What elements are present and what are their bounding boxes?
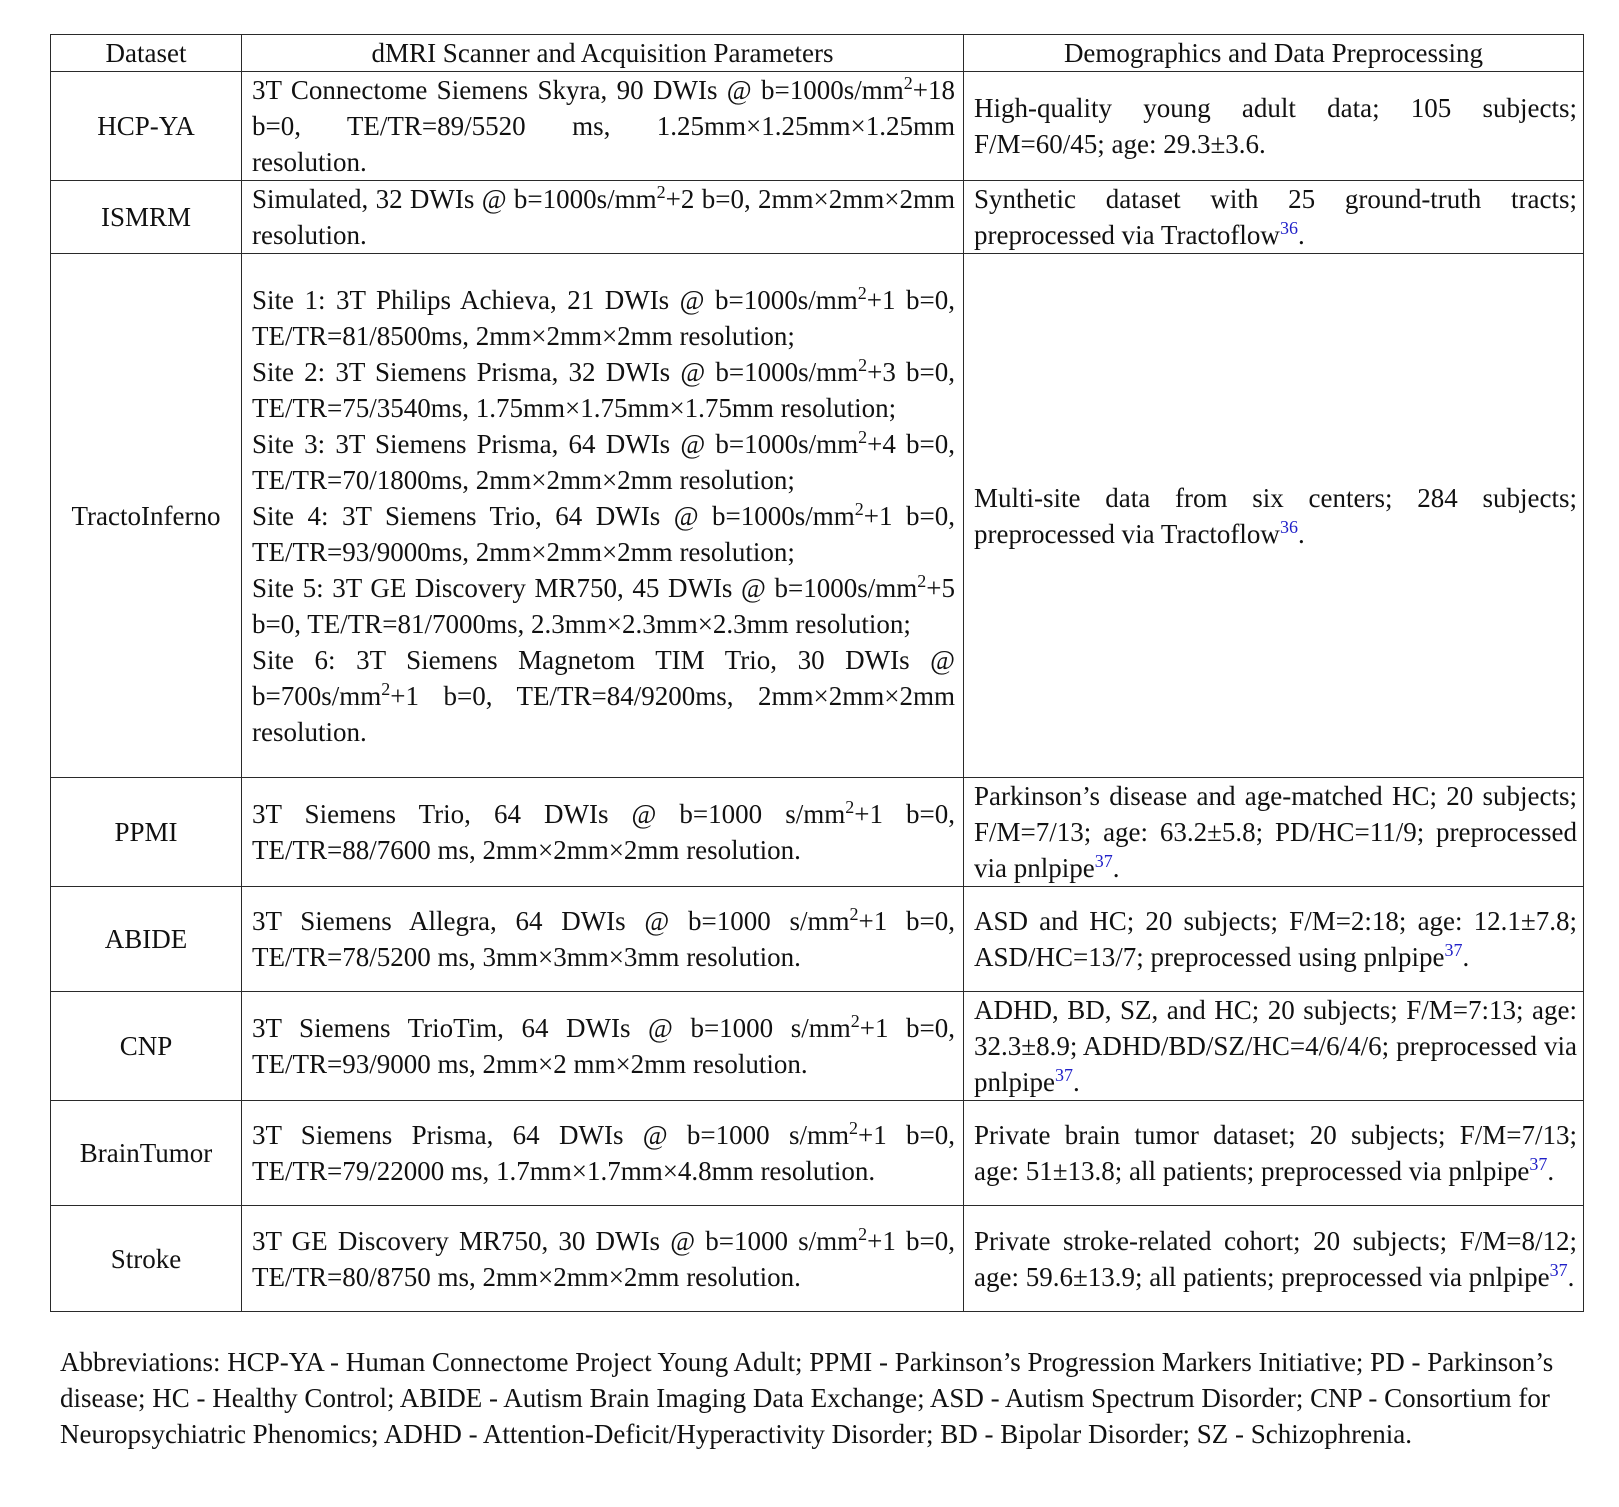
acquisition-text: +18 b=0, TE/TR=89/5520 ms, 1.25mm×1.25mm×1.25mm resolution.	[252, 75, 955, 177]
acquisition-text: 3T GE Discovery MR750, 30 DWIs @ b=1000 s/mm	[252, 1225, 859, 1256]
acquisition-text: 3T Siemens Prisma, 64 DWIs @ b=1000 s/mm	[252, 1120, 849, 1150]
demographics-cell	[964, 778, 1584, 887]
dataset-name-cell: TractoInferno	[51, 254, 242, 778]
unit-exponent: 2	[381, 678, 391, 699]
acquisition-text: +1 b=0, TE/TR=93/9000 ms, 2mm×2 mm×2mm resolution.	[252, 1013, 955, 1079]
dataset-name-cell: ABIDE	[51, 887, 242, 992]
demographics-text: Private brain tumor dataset; 20 subjects; F/M=7/13; age: 51±13.8; all patients; preprocessed via pnlpipe	[974, 1120, 1577, 1186]
acquisition-text: Site 3: 3T Siemens Prisma, 64 DWIs @ b=1000s/mm	[252, 428, 859, 459]
trailing-punctuation: .	[1547, 1156, 1555, 1186]
demographics-cell	[964, 887, 1584, 992]
citation-link[interactable]: 37	[1094, 851, 1113, 871]
acquisition-text: Site 6: 3T Siemens Magnetom TIM Trio, 30 DWIs @ b=700s/mm	[252, 644, 955, 711]
table-row	[51, 992, 1584, 1101]
unit-exponent: 2	[917, 570, 927, 591]
acquisition-entry	[252, 903, 955, 975]
table-row	[51, 181, 1584, 254]
acquisition-cell	[242, 254, 964, 778]
demographics-cell	[964, 1101, 1584, 1206]
acquisition-cell	[242, 887, 964, 992]
trailing-punctuation: .	[1297, 220, 1305, 250]
dataset-table	[50, 34, 1584, 1312]
citation-link[interactable]: 37	[1549, 1259, 1568, 1280]
table-row	[51, 887, 1584, 992]
acquisition-text: +1 b=0, TE/TR=84/9200ms, 2mm×2mm×2mm resolution.	[252, 680, 955, 747]
acquisition-text: +5 b=0, TE/TR=81/7000ms, 2.3mm×2.3mm×2.3mm resolution;	[252, 572, 955, 639]
acquisition-cell	[242, 1101, 964, 1206]
acquisition-text: Site 5: 3T GE Discovery MR750, 45 DWIs @ b=1000s/mm	[252, 572, 918, 603]
header-dataset: Dataset	[51, 35, 242, 72]
demographics-cell	[964, 254, 1584, 778]
trailing-punctuation: .	[1073, 1067, 1080, 1097]
acquisition-text: +2 b=0, 2mm×2mm×2mm resolution.	[252, 184, 956, 250]
unit-exponent: 2	[850, 1011, 860, 1031]
unit-exponent: 2	[845, 797, 855, 817]
acquisition-entry	[252, 426, 955, 498]
acquisition-entry	[252, 796, 955, 868]
acquisition-text: 3T Siemens Allegra, 64 DWIs @ b=1000 s/mm	[252, 906, 850, 936]
acquisition-text: Site 1: 3T Philips Achieva, 21 DWIs @ b=1000s/mm	[252, 284, 858, 315]
acquisition-text: 3T Siemens Trio, 64 DWIs @ b=1000 s/mm	[252, 799, 846, 829]
demographics-text: Private stroke-related cohort; 20 subjects; F/M=8/12; age: 59.6±13.9; all patients; preprocessed via pnlpipe	[974, 1225, 1577, 1292]
trailing-punctuation: .	[1462, 942, 1470, 972]
table-row	[51, 1206, 1584, 1312]
table-body	[51, 72, 1584, 1312]
demographics-cell	[964, 1206, 1584, 1312]
acquisition-cell	[242, 72, 964, 181]
demographics-text: High-quality young adult data; 105 subjects; F/M=60/45; age: 29.3±3.6.	[974, 93, 1577, 159]
demographics-text: ADHD, BD, SZ, and HC; 20 subjects; F/M=7:13; age: 32.3±8.9; ADHD/BD/SZ/HC=4/6/4/6; preprocessed via pnlpipe	[974, 995, 1577, 1097]
acquisition-text: Site 4: 3T Siemens Trio, 64 DWIs @ b=1000s/mm	[252, 500, 855, 531]
acquisition-text: +1 b=0, TE/TR=78/5200 ms, 3mm×3mm×3mm resolution.	[252, 906, 955, 972]
demographics-text: ASD and HC; 20 subjects; F/M=2:18; age: 12.1±7.8; ASD/HC=13/7; preprocessed using pnlpipe	[974, 906, 1577, 972]
demographics-text: Parkinson’s disease and age-matched HC; 20 subjects; F/M=7/13; age: 63.2±5.8; PD/HC=11/9; preprocessed via pnlpipe	[974, 781, 1577, 883]
unit-exponent: 2	[903, 73, 913, 93]
citation-link[interactable]: 36	[1279, 218, 1298, 238]
acquisition-text: +1 b=0, TE/TR=88/7600 ms, 2mm×2mm×2mm resolution.	[252, 799, 955, 865]
acquisition-entry	[252, 1223, 955, 1295]
demographics-cell	[964, 992, 1584, 1101]
citation-link[interactable]: 37	[1055, 1065, 1073, 1085]
acquisition-entry	[252, 181, 955, 253]
citation-link[interactable]: 37	[1444, 940, 1463, 960]
dataset-name-cell: ISMRM	[51, 181, 242, 254]
acquisition-text: +4 b=0, TE/TR=70/1800ms, 2mm×2mm×2mm resolution;	[252, 428, 955, 495]
acquisition-text: Simulated, 32 DWIs @ b=1000s/mm	[252, 184, 657, 214]
dataset-name-cell: BrainTumor	[51, 1101, 242, 1206]
demographics-text: Multi-site data from six centers; 284 subjects; preprocessed via Tractoflow	[974, 482, 1577, 549]
acquisition-entry	[252, 1010, 955, 1082]
unit-exponent: 2	[848, 1118, 858, 1138]
demographics-cell	[964, 181, 1584, 254]
acquisition-cell	[242, 181, 964, 254]
dataset-name-cell: PPMI	[51, 778, 242, 887]
acquisition-text: 3T Siemens TrioTim, 64 DWIs @ b=1000 s/mm	[252, 1013, 851, 1043]
trailing-punctuation: .	[1112, 853, 1120, 883]
abbreviations-note: Abbreviations: HCP-YA - Human Connectome Project Young Adult; PPMI - Parkinson’s Progression Markers Initiative; PD - Parkinson’s disease; HC - Healthy Control; ABIDE - Autism Brain Imaging Data Exchange; ASD - Autism Spectrum Disorder; CNP - Consortium for Neuropsychiatric Phenomics; ADHD - Attention-Deficit/Hyperactivity Disorder; BD - Bipolar Disorder; SZ - Schizophrenia.	[60, 1347, 1554, 1449]
acquisition-text: +3 b=0, TE/TR=75/3540ms, 1.75mm×1.75mm×1.75mm resolution;	[252, 356, 955, 423]
unit-exponent: 2	[857, 282, 867, 303]
acquisition-entry	[252, 570, 955, 642]
unit-exponent: 2	[849, 904, 859, 924]
table-row	[51, 72, 1584, 181]
acquisition-cell	[242, 992, 964, 1101]
unit-exponent: 2	[656, 182, 666, 202]
citation-link[interactable]: 37	[1529, 1154, 1548, 1174]
acquisition-cell	[242, 1206, 964, 1312]
unit-exponent: 2	[858, 426, 868, 447]
dataset-name-cell: Stroke	[51, 1206, 242, 1312]
acquisition-text: +1 b=0, TE/TR=93/9000ms, 2mm×2mm×2mm resolution;	[252, 500, 955, 567]
acquisition-entry	[252, 354, 955, 426]
table-header-row	[51, 35, 1584, 72]
table-row	[51, 254, 1584, 778]
acquisition-entry	[252, 72, 955, 180]
acquisition-entry	[252, 498, 955, 570]
dataset-name-cell: HCP-YA	[51, 72, 242, 181]
acquisition-text: +1 b=0, TE/TR=81/8500ms, 2mm×2mm×2mm resolution;	[252, 284, 955, 351]
acquisition-text: +1 b=0, TE/TR=79/22000 ms, 1.7mm×1.7mm×4.8mm resolution.	[252, 1120, 955, 1186]
trailing-punctuation: .	[1567, 1261, 1575, 1292]
table-row	[51, 1101, 1584, 1206]
demographics-text: Synthetic dataset with 25 ground-truth tracts; preprocessed via Tractoflow	[974, 184, 1577, 250]
acquisition-entry	[252, 1117, 955, 1189]
unit-exponent: 2	[858, 1223, 868, 1244]
acquisition-entry	[252, 642, 955, 750]
demographics-cell	[964, 72, 1584, 181]
acquisition-text: +1 b=0, TE/TR=80/8750 ms, 2mm×2mm×2mm resolution.	[252, 1225, 955, 1292]
trailing-punctuation: .	[1297, 518, 1305, 549]
citation-link[interactable]: 36	[1279, 516, 1298, 537]
unit-exponent: 2	[858, 354, 868, 375]
acquisition-cell	[242, 778, 964, 887]
dataset-name-cell: CNP	[51, 992, 242, 1101]
header-acquisition: dMRI Scanner and Acquisition Parameters	[242, 35, 964, 72]
table-row	[51, 778, 1584, 887]
header-demographics: Demographics and Data Preprocessing	[964, 35, 1584, 72]
acquisition-text: 3T Connectome Siemens Skyra, 90 DWIs @ b=1000s/mm	[252, 75, 904, 105]
acquisition-entry	[252, 282, 955, 354]
acquisition-text: Site 2: 3T Siemens Prisma, 32 DWIs @ b=1000s/mm	[252, 356, 859, 387]
unit-exponent: 2	[854, 498, 864, 519]
